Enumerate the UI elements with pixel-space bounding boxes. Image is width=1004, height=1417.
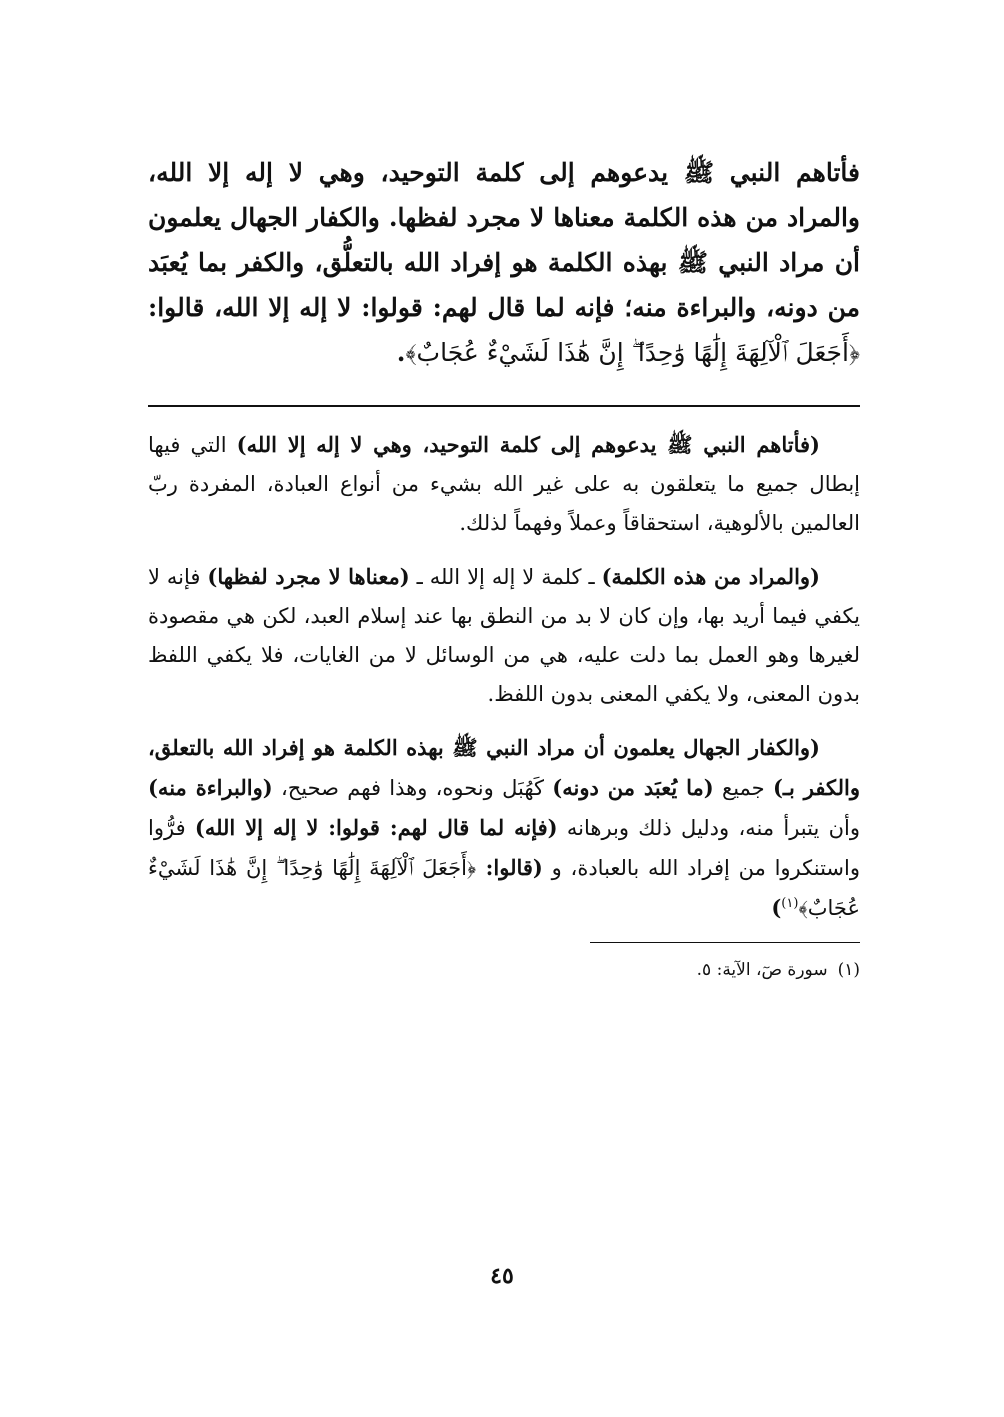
page-number: ٤٥ (490, 1263, 514, 1289)
explanation-text: كَهُبَل ونحوه، وهذا فهم صحيح، (272, 776, 553, 800)
quran-verse: ﴿أَجَعَلَ ٱلْآلِهَةَ إِلَٰهًا وَٰحِدًا ۖ إِنَّ هَٰذَا لَشَيْءٌ عُجَابٌ﴾ (405, 338, 860, 367)
section-divider (148, 405, 860, 407)
explanation-text: فرُّوا واستنكروا من إفراد الله بالعبادة، و (148, 816, 860, 880)
footnote-text: سورة صٓ، الآية: ٥. (696, 960, 828, 980)
quoted-text: (والكفار الجهال يعلمون أن مراد النبي ﷺ بهذه الكلمة هو إفراد الله بالتعلق، والكفر بـ) (148, 735, 860, 800)
main-text (148, 150, 860, 375)
footnote-divider (590, 942, 860, 943)
page-content (148, 150, 860, 983)
closing-paren: ) (771, 895, 782, 920)
explanation-text: التي فيها إبطال جميع ما يتعلقون به على غير الله بشيء من أنواع العبادة، المفردة ربّ العالمين بالألوهية، استحقاقاً وعملاً وفهماً لذلك. (148, 433, 860, 535)
main-paragraph: فأتاهم النبي ﷺ يدعوهم إلى كلمة التوحيد، وهي لا إله إلا الله، والمراد من هذه الكلمة معناها لا مجرد لفظها. والكفار الجهال يعلمون أن مراد النبي ﷺ بهذه الكلمة هو إفراد الله بالتعلُّق، والكفر بما يُعبَد من دونه، والبراءة منه؛ فإنه لما قال لهم: قولوا: لا إله إلا الله، قالوا: (148, 158, 860, 322)
commentary-paragraph-3 (148, 728, 860, 928)
commentary-paragraph-1 (148, 425, 860, 543)
explanation-text: جميع (713, 776, 773, 800)
explanation-text: وأن يتبرأ منه، ودليل ذلك وبرهانه (557, 816, 860, 840)
quoted-text: (والبراءة منه) (148, 775, 273, 800)
quoted-text: (قالوا: (476, 855, 543, 880)
footnote-number: (١) (837, 960, 860, 980)
commentary (148, 425, 860, 928)
explanation-text: فإنه لا يكفي فيما أريد بها، وإن كان لا بد من النطق بها عند إسلام العبد، لكن هي مقصودة لغيرها وهو العمل بما دلت عليه، هي من الوسائل لا من الغايات، فلا يكفي اللفظ بدون المعنى، ولا يكفي المعنى بدون اللفظ. (148, 565, 860, 706)
quoted-text: (فإنه لما قال لهم: قولوا: لا إله إلا الله) (194, 815, 558, 840)
quoted-text: (ما يُعبَد من دونه) (552, 775, 714, 800)
footnote-reference[interactable]: (١) (781, 896, 799, 911)
quran-verse: ﴿أَجَعَلَ ٱلْآلِهَةَ إِلَٰهًا وَٰحِدًا ۖ إِنَّ هَٰذَا لَشَيْءٌ عُجَابٌ﴾ (148, 856, 860, 920)
explanation-text: ـ كلمة لا إله إلا الله ـ (409, 565, 602, 589)
quoted-text: (فأتاهم النبي ﷺ يدعوهم إلى كلمة التوحيد، وهي لا إله إلا الله) (236, 432, 820, 457)
commentary-paragraph-2 (148, 557, 860, 714)
main-end: . (396, 338, 406, 367)
quoted-text: (معناها لا مجرد لفظها) (207, 564, 410, 589)
footnote (148, 957, 860, 983)
quoted-text: (والمراد من هذه الكلمة) (601, 564, 820, 589)
